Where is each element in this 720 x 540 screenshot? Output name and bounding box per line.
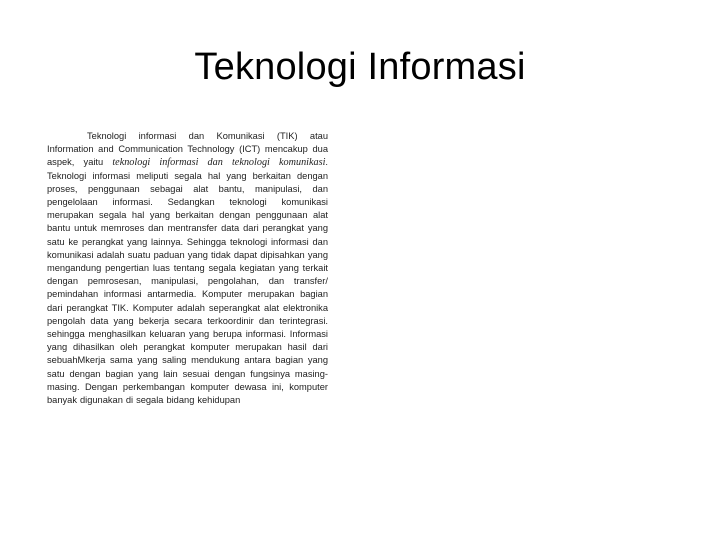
term-connector: dan [198,157,232,169]
slide-title: Teknologi Informasi [194,46,526,88]
body-paragraph [47,130,328,407]
paragraph-text-intro: Teknologi informasi dan Komunikasi (TIK) atau Information and Communication Technology (ICT) mencakup dua aspek, yaitu [47,131,328,168]
term-teknologi-komunikasi: teknologi komunikasi [231,157,326,169]
paragraph-text-body: . Teknologi informasi meliputi segala hal yang berkaitan dengan proses, penggunaan sebagai alat bantu, manipulasi, dan pengelolaan informasi. Sedangkan teknologi komunikasi merupakan segala hal yang berkaitan dengan penggunaan alat bantu untuk memroses dan mentransfer data dari perangkat yang satu ke perangkat yang lainnya. Sehingga teknologi informasi dan komunikasi adalah suatu paduan yang tidak dapat dipisahkan yang mengandung pengertian luas tentang segala kegiatan yang terkait dengan pemrosesan, manipulasi, pengolahan, dan transfer/ pemindahan informasi antarmedia. Komputer merupakan bagian dari perangkat TIK. Komputer adalah seperangkat alat elektronika pengolah data yang bekerja secara terkoordinir dan terintegrasi. sehingga menghasilkan keluaran yang berupa informasi. Informasi yang dihasilkan oleh perangkat komputer merupakan hasil dari sebuahMkerja sama yang saling mendukung antara bagian yang satu dengan bagian yang lain sesuai dengan fungsinya masing-masing. Dengan perkembangan komputer dewasa ini, komputer banyak digunakan di segala bidang kehidupan [47,157,328,406]
term-teknologi-informasi: teknologi informasi [112,157,199,169]
